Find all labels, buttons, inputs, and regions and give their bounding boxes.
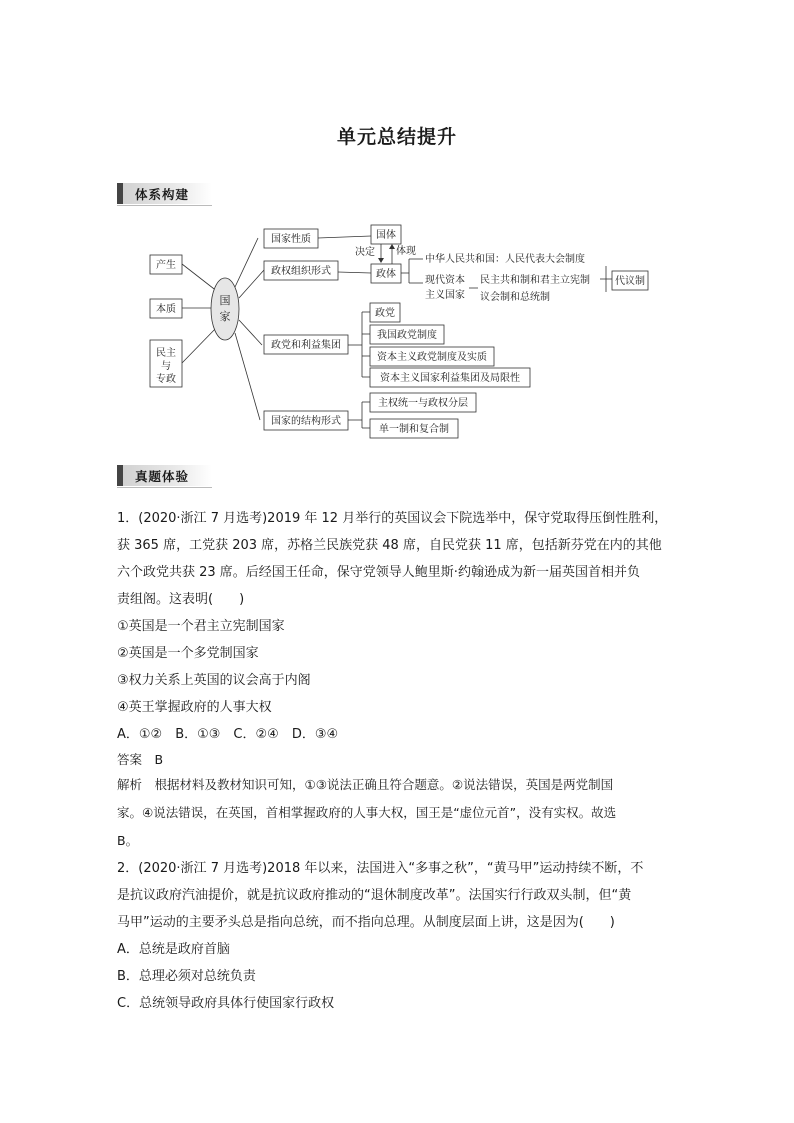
party-item-2: 我国政党制度 <box>377 330 437 341</box>
page-title: 单元总结提升 <box>336 126 457 148</box>
q1-item: ①英国是一个君主立宪制国家 <box>117 619 285 634</box>
q1-item: ②英国是一个多党制国家 <box>117 646 259 661</box>
diagram-center-2: 家 <box>219 310 231 323</box>
q1-line: 六个政党共获 23 席。后经国王任命，保守党领导人鲍里斯·约翰逊成为新一届英国首相并负 <box>117 565 640 580</box>
branch-national-nature: 国家性质 <box>271 234 311 245</box>
q1-analysis-line: B。 <box>117 833 139 848</box>
q1-item: ③权力关系上英国的议会高于内阁 <box>117 673 311 688</box>
diagram-left-democracy-1: 民主 <box>156 348 176 359</box>
diagram-reflect: 体现 <box>396 246 416 257</box>
diagram-daiyi: 代议制 <box>615 276 645 287</box>
section-marker <box>117 465 123 486</box>
section-title-system: 体系构建 <box>135 186 190 202</box>
q2-line: 2．(2020·浙江 7 月选考)2018 年以来，法国进入“多事之秋”，“黄马甲”运动持续不断，不 <box>117 861 644 876</box>
diagram-guoti: 国体 <box>376 230 396 241</box>
q2-line: 马甲”运动的主要矛头总是指向总统，而不指向总理。从制度层面上讲，这是因为( ) <box>117 915 615 930</box>
q2-option-b: B．总理必须对总统负责 <box>117 969 256 984</box>
structure-item-2: 单一制和复合制 <box>379 424 449 435</box>
q1-line: 责组阁。这表明( ) <box>117 592 245 607</box>
diagram-center-ellipse <box>211 278 239 340</box>
structure-item-1: 主权统一与政权分层 <box>378 398 468 409</box>
party-item-1: 政党 <box>375 308 395 319</box>
q1-line: 1．(2020·浙江 7 月选考)2019 年 12 月举行的英国议会下院选举中，保守党取得压倒性胜利， <box>117 511 668 526</box>
diagram-capitalist-1: 民主共和制和君主立宪制 <box>480 275 590 286</box>
diagram-modern-1: 现代资本 <box>425 275 465 286</box>
party-item-4: 资本主义国家利益集团及局限性 <box>380 373 520 384</box>
branch-parties: 政党和利益集团 <box>271 340 341 351</box>
party-item-3: 资本主义政党制度及实质 <box>377 352 487 363</box>
diagram-decide: 决定 <box>355 247 375 258</box>
q1-line: 获 365 席，工党获 203 席，苏格兰民族党获 48 席，自民党获 11 席，包括新芬党在内的其他 <box>117 538 662 553</box>
diagram-capitalist-2: 议会制和总统制 <box>480 292 550 303</box>
diagram-zhengti: 政体 <box>376 269 396 280</box>
diagram-left-essence: 本质 <box>156 304 176 315</box>
diagram-prc-system: 中华人民共和国：人民代表大会制度 <box>425 254 585 265</box>
q1-options: A．①② B．①③ C．②④ D．③④ <box>117 727 339 742</box>
question-content <box>117 505 677 1017</box>
q2-line: 是抗议政府汽油提价，就是抗议政府推动的“退休制度改革”。法国实行行政双头制，但“黄 <box>117 888 632 903</box>
diagram-center-1: 国 <box>219 294 231 307</box>
branch-regime-form: 政权组织形式 <box>271 266 331 277</box>
q1-answer: 答案 B <box>117 752 164 767</box>
branch-state-structure: 国家的结构形式 <box>271 416 341 427</box>
q1-item: ④英王掌握政府的人事大权 <box>117 700 272 715</box>
q1-analysis-line: 解析 根据材料及教材知识可知，①③说法正确且符合题意。②说法错误，英国是两党制国 <box>117 777 614 792</box>
section-title-exam: 真题体验 <box>135 468 190 484</box>
section-header-exam <box>117 465 212 486</box>
q2-option-a: A．总统是政府首脑 <box>117 942 230 957</box>
diagram-modern-2: 主义国家 <box>425 290 465 301</box>
diagram-left-democracy-2: 与 <box>161 361 171 372</box>
diagram-left-origin: 产生 <box>156 260 176 271</box>
q1-analysis-line: 家。④说法错误，在英国，首相掌握政府的人事大权，国王是“虚位元首”，没有实权。故选 <box>117 805 617 820</box>
diagram-left-democracy-3: 专政 <box>156 374 176 385</box>
q2-option-c: C．总统领导政府具体行使国家行政权 <box>117 996 335 1011</box>
